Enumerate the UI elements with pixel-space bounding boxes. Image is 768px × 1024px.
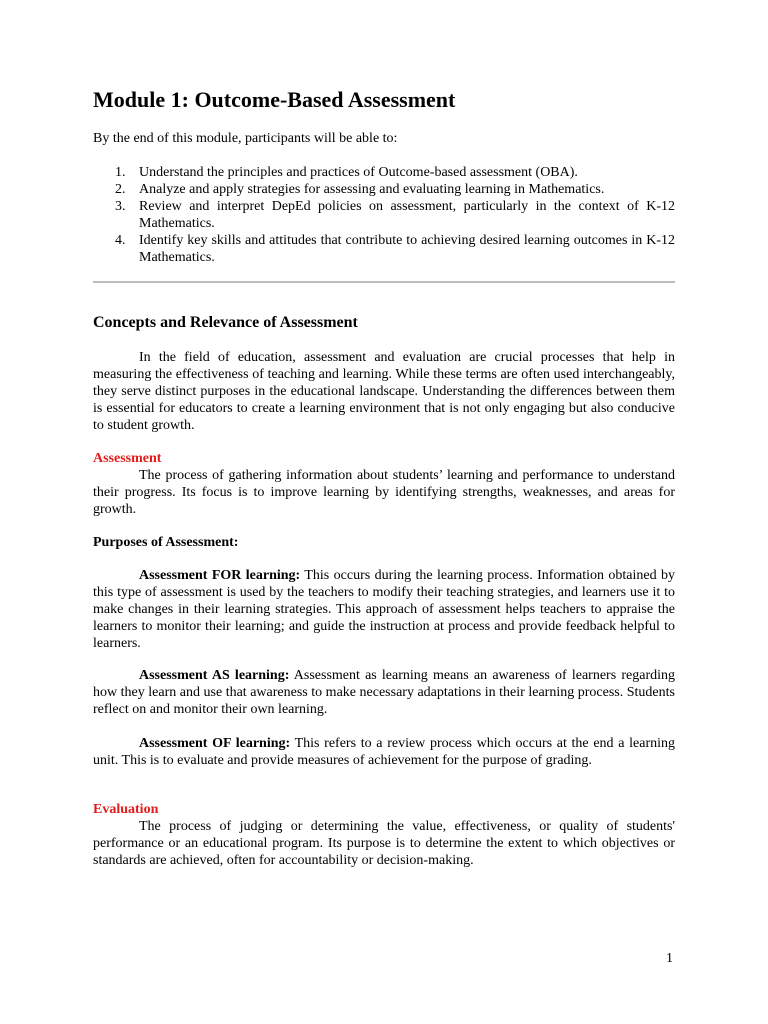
list-text: Analyze and apply strategies for assessing and evaluating learning in Mathematics. xyxy=(139,182,605,197)
assessment-label: Assessment xyxy=(93,451,162,466)
list-item xyxy=(93,164,675,181)
list-item xyxy=(93,198,675,232)
assessment-definition: The process of gathering information about students’ learning and performance to understand their progress. Its focus is to improve learning by identifying strengths, weaknesses, and areas for growth. xyxy=(93,468,675,517)
list-item xyxy=(93,232,675,266)
concepts-paragraph: In the field of education, assessment and evaluation are crucial processes that help in measuring the effectiveness of teaching and learning. While these terms are often used interchangeably, they serve distinct purposes in the educational landscape. Understanding the differences between them is essential for educators to create a learning environment that is not only engaging but also conducive to student growth. xyxy=(93,350,675,433)
purpose-text: Assessment as learning means an awareness of learners regarding how they learn and use that awareness to make necessary adaptations in their learning process. Students reflect on and monitor their own learning. xyxy=(93,668,675,717)
list-text: Identify key skills and attitudes that contribute to achieving desired learning outcomes in K-12 Mathematics. xyxy=(139,233,675,265)
list-item xyxy=(93,181,675,198)
module-title: Module 1: Outcome-Based Assessment xyxy=(93,87,456,112)
list-number: 4. xyxy=(115,233,126,248)
purpose-text: This occurs during the learning process. Information obtained by this type of assessment is used by the teachers to modify their teaching strategies, and learners use it to make changes in their learning strategies. This approach of assessment helps teachers to appraise the learners to monitor their learning; and guide the instruction at process and provide feedback helpful to learners. xyxy=(93,568,675,651)
purpose-term: Assessment AS learning: xyxy=(139,668,290,683)
purpose-term: Assessment OF learning: xyxy=(139,736,291,751)
purpose-item xyxy=(93,667,675,718)
evaluation-block xyxy=(93,801,675,869)
purpose-as-block xyxy=(93,667,675,718)
purpose-of-block xyxy=(93,735,675,769)
purposes-heading-block xyxy=(93,534,675,551)
horizontal-divider xyxy=(93,281,675,283)
module-intro: By the end of this module, participants will be able to: xyxy=(93,131,398,146)
purpose-item xyxy=(93,567,675,652)
objectives-list xyxy=(93,164,675,266)
assessment-block xyxy=(93,450,675,518)
purpose-for-block xyxy=(93,567,675,652)
purpose-term: Assessment FOR learning: xyxy=(139,568,301,583)
list-number: 1. xyxy=(115,165,126,180)
concepts-block xyxy=(93,349,675,434)
list-number: 3. xyxy=(115,199,126,214)
page-number: 1 xyxy=(666,951,673,966)
section-heading: Concepts and Relevance of Assessment xyxy=(93,314,358,331)
purposes-heading: Purposes of Assessment: xyxy=(93,535,239,550)
list-text: Understand the principles and practices of Outcome-based assessment (OBA). xyxy=(139,165,578,180)
evaluation-label: Evaluation xyxy=(93,802,159,817)
list-text: Review and interpret DepEd policies on assessment, particularly in the context of K-12 Mathematics. xyxy=(139,199,675,231)
purpose-item xyxy=(93,735,675,769)
purpose-text: This refers to a review process which occurs at the end a learning unit. This is to evaluate and provide measures of achievement for the purpose of grading. xyxy=(93,736,675,768)
document-page xyxy=(93,0,675,1024)
evaluation-definition: The process of judging or determining the value, effectiveness, or quality of students' performance or an educational program. Its purpose is to determine the extent to which objectives or standards are achieved, often for accountability or decision-making. xyxy=(93,819,675,868)
list-number: 2. xyxy=(115,182,126,197)
